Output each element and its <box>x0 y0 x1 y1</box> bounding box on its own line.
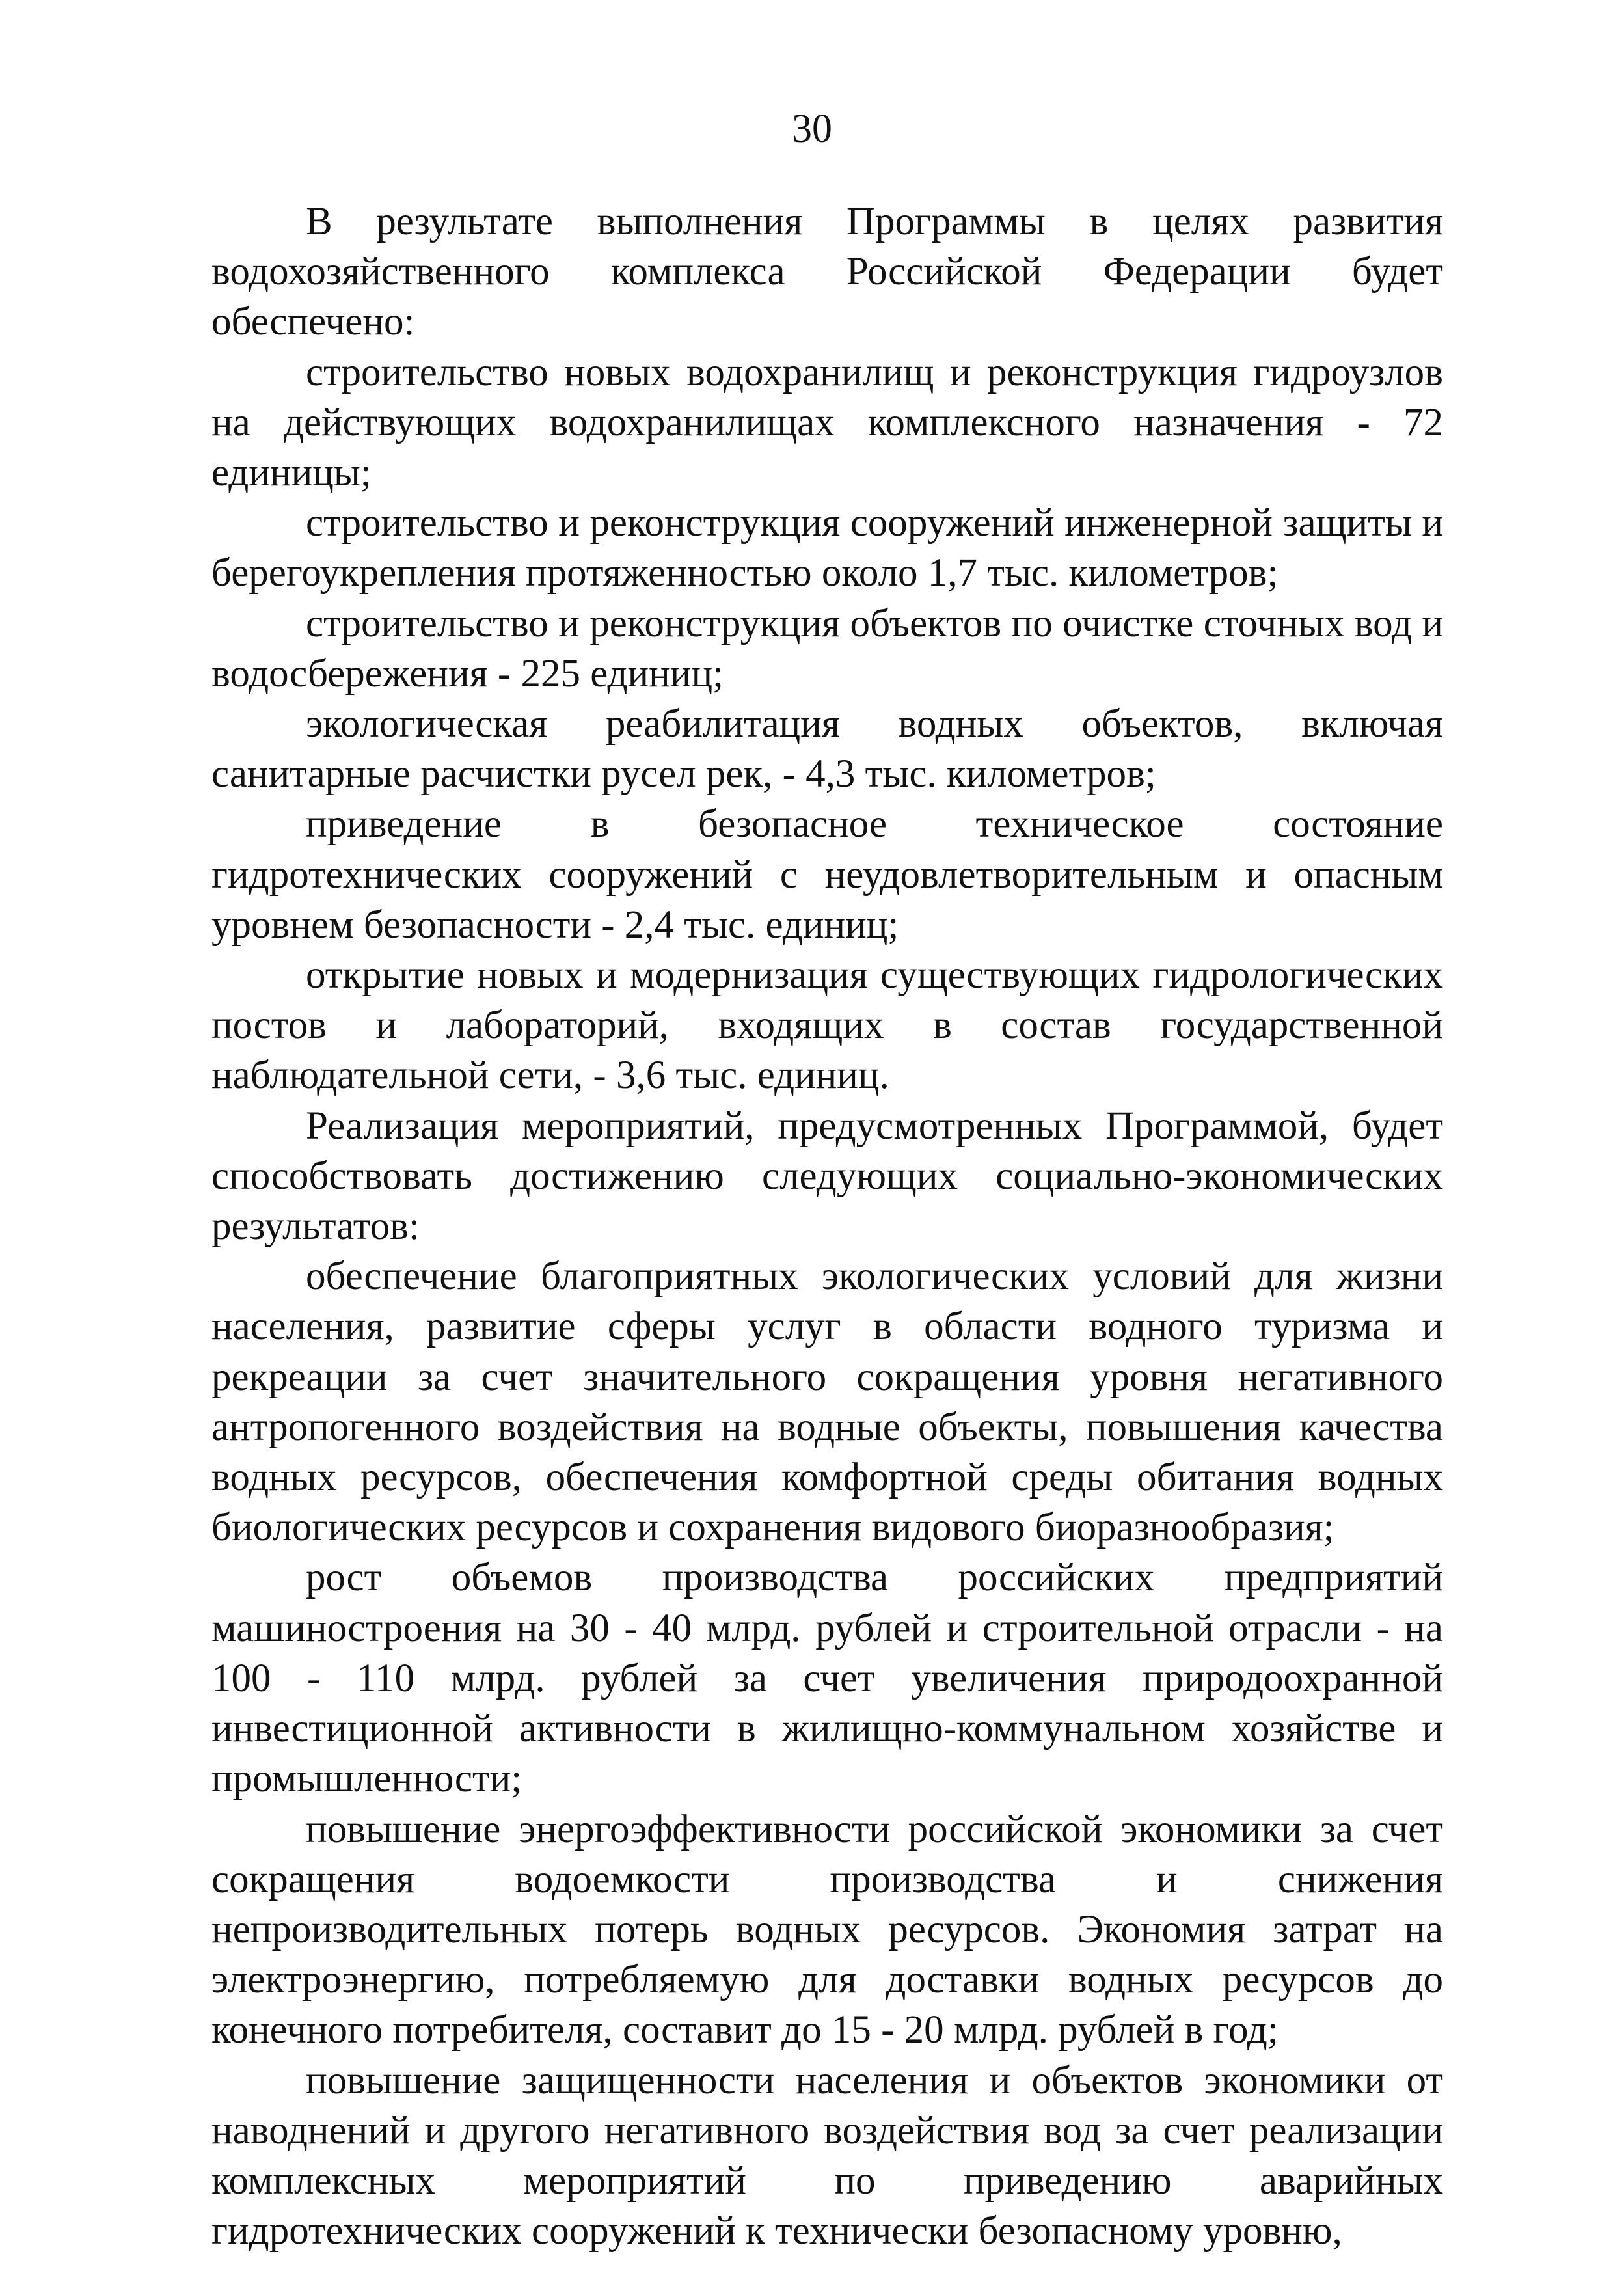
page-number: 30 <box>792 107 832 151</box>
paragraph-hydrological-posts: открытие новых и модернизация существующих гидрологических постов и лабораторий, входящих в состав государственной наблюдательной сети, - 3,6 тыс. единиц. <box>211 953 1443 1098</box>
paragraph-protection-structures: строительство и реконструкция сооружений инженерной защиты и берегоукрепления протяженностью около 1,7 тыс. километров; <box>211 501 1443 595</box>
paragraph-intro: В результате выполнения Программы в целях развития водохозяйственного комплекса Российской Федерации будет обеспечено: <box>211 200 1443 344</box>
paragraph-results-intro: Реализация мероприятий, предусмотренных Программой, будет способствовать достижению следующих социально-экономических результатов: <box>211 1104 1443 1249</box>
paragraph-energy-efficiency: повышение энергоэффективности российской экономики за счет сокращения водоемкости производства и снижения непроизводительных потерь водных ресурсов. Экономия затрат на электроэнергию, потребляемую для доставки водных ресурсов до конечного потребителя, составит до 15 - 20 млрд. рублей в год; <box>211 1807 1443 2052</box>
paragraph-reservoirs: строительство новых водохранилищ и реконструкция гидроузлов на действующих водохранилищах комплексного назначения - 72 единицы; <box>211 350 1443 495</box>
paragraph-hydrotechnical-safety: приведение в безопасное техническое состояние гидротехнических сооружений с неудовлетворительным и опасным уровнем безопасности - 2,4 тыс. единиц; <box>211 802 1443 947</box>
paragraph-production-growth: рост объемов производства российских предприятий машиностроения на 30 - 40 млрд. рублей и строительной отрасли - на 100 - 110 млрд. рублей за счет увеличения природоохранной инвестиционной активности в жилищно-коммунальном хозяйстве и промышленности; <box>211 1556 1443 1801</box>
paragraph-ecology: обеспечение благоприятных экологических условий для жизни населения, развитие сферы услуг в области водного туризма и рекреации за счет значительного сокращения уровня негативного антропогенного воздействия на водные объекты, повышения качества водных ресурсов, обеспечения комфортной среды обитания водных биологических ресурсов и сохранения видового биоразнообразия; <box>211 1255 1443 1550</box>
document-body <box>211 197 1443 2256</box>
paragraph-wastewater: строительство и реконструкция объектов по очистке сточных вод и водосбережения - 225 единиц; <box>211 601 1443 696</box>
paragraph-flood-protection: повышение защищенности населения и объектов экономики от наводнений и другого негативного воздействия вод за счет реализации комплексных мероприятий по приведению аварийных гидротехнических сооружений к технически безопасному уровню, <box>211 2058 1443 2253</box>
paragraph-rehabilitation: экологическая реабилитация водных объектов, включая санитарные расчистки русел рек, - 4,3 тыс. километров; <box>211 702 1443 796</box>
